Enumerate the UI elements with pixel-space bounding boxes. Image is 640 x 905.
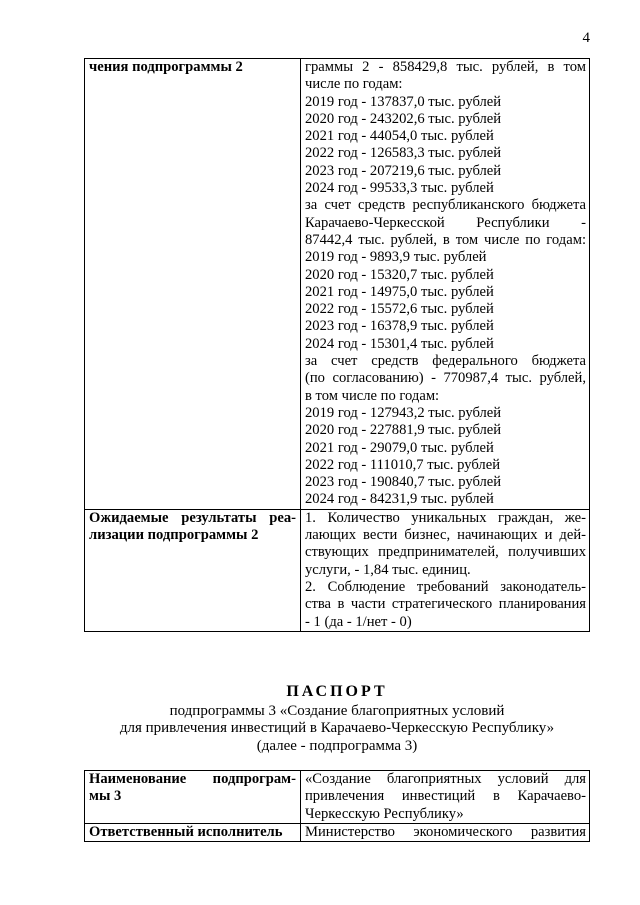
table-row <box>85 509 590 631</box>
row-value-line: 2019 год - 127943,2 тыс. рублей <box>305 404 502 421</box>
row-value-line: 2020 год - 15320,7 тыс. рублей <box>305 266 494 283</box>
page-number: 4 <box>582 30 590 46</box>
row-value-line: 2. Соблюдение требований законодатель- <box>305 578 586 595</box>
row-value-line: 87442,4 тыс. рублей, в том числе по годам: <box>305 231 586 248</box>
row-value-line: 2023 год - 207219,6 тыс. рублей <box>305 162 502 179</box>
table-row <box>85 771 590 824</box>
row-value-line: 2021 год - 14975,0 тыс. рублей <box>305 283 494 300</box>
row-label-cell <box>85 509 301 631</box>
row-value-line: 2020 год - 227881,9 тыс. рублей <box>305 422 502 439</box>
row-value-line: 2020 год - 243202,6 тыс. рублей <box>305 110 502 127</box>
row-value-line: 2022 год - 126583,3 тыс. рублей <box>305 145 502 162</box>
row-value-line: в том числе по годам: <box>305 387 440 404</box>
row-value-line: привлечения инвестиций в Карачаево- <box>305 788 586 805</box>
table-row <box>85 823 590 841</box>
row-value-line: 2024 год - 84231,9 тыс. рублей <box>305 491 494 508</box>
row-value-cell <box>301 59 590 510</box>
row-value-line: ства в части стратегического планирования <box>305 596 586 613</box>
row-value-line: услуги, - 1,84 тыс. единиц. <box>305 561 471 578</box>
table-row <box>85 59 590 510</box>
row-label-line: Ожидаемые результаты реа- <box>89 509 296 526</box>
subprogram-2-passport-table <box>84 58 590 632</box>
row-label-line: лизации подпрограммы 2 <box>89 527 259 544</box>
passport-title: ПАСПОРТ <box>286 683 388 700</box>
row-value-line: Черкесскую Республику» <box>305 805 464 822</box>
row-value-line: за счет средств федерального бюджета <box>305 353 586 370</box>
row-value-line: ствующих предпринимателей, получивших <box>305 544 586 561</box>
row-value-line: 2023 год - 190840,7 тыс. рублей <box>305 474 502 491</box>
row-value-line: 2019 год - 137837,0 тыс. рублей <box>305 93 502 110</box>
row-value-line: 2023 год - 16378,9 тыс. рублей <box>305 318 494 335</box>
row-value-line: 2022 год - 15572,6 тыс. рублей <box>305 301 494 318</box>
row-label-cell <box>85 823 301 841</box>
row-label-line: Ответственный исполнитель <box>89 823 283 840</box>
row-value-line: Министерство экономического развития <box>305 823 586 840</box>
row-label-line: Наименование подпрограм- <box>89 771 296 787</box>
row-label-line: чения подпрограммы 2 <box>89 59 243 75</box>
row-value-line: лающих вести бизнес, начинающих и дей- <box>305 527 586 544</box>
row-label-cell <box>85 59 301 510</box>
row-label-cell <box>85 771 301 824</box>
subprogram-3-passport-table <box>84 770 590 842</box>
row-value-cell <box>301 509 590 631</box>
row-value-line: 2024 год - 15301,4 тыс. рублей <box>305 335 494 352</box>
row-value-line: Карачаево-Черкесской Республики - <box>305 214 586 231</box>
row-value-line: 2021 год - 29079,0 тыс. рублей <box>305 439 494 456</box>
row-value-line: - 1 (да - 1/нет - 0) <box>305 613 412 630</box>
row-value-cell <box>301 771 590 824</box>
row-value-line: 2019 год - 9893,9 тыс. рублей <box>305 249 487 266</box>
row-value-cell <box>301 823 590 841</box>
passport-subtitle-line: подпрограммы 3 «Создание благоприятных условий <box>169 702 505 719</box>
row-value-line: «Создание благоприятных условий для <box>305 771 586 787</box>
passport-subtitle-line: для привлечения инвестиций в Карачаево-Черкесскую Республику» <box>119 720 555 736</box>
row-value-line: 2021 год - 44054,0 тыс. рублей <box>305 128 494 145</box>
row-value-line: (по согласованию) - 770987,4 тыс. рублей, <box>305 370 586 387</box>
row-value-line: граммы 2 - 858429,8 тыс. рублей, в том <box>305 59 586 75</box>
row-value-line: числе по годам: <box>305 76 403 93</box>
passport-heading-block <box>84 683 590 755</box>
row-value-line: 2022 год - 111010,7 тыс. рублей <box>305 456 501 473</box>
passport-subtitle-line: (далее - подпрограмма 3) <box>256 737 418 754</box>
row-value-line: 1. Количество уникальных граждан, же- <box>305 509 586 526</box>
row-value-line: за счет средств республиканского бюджета <box>305 197 586 214</box>
row-label-line: мы 3 <box>89 788 122 805</box>
row-value-line: 2024 год - 99533,3 тыс. рублей <box>305 180 494 197</box>
